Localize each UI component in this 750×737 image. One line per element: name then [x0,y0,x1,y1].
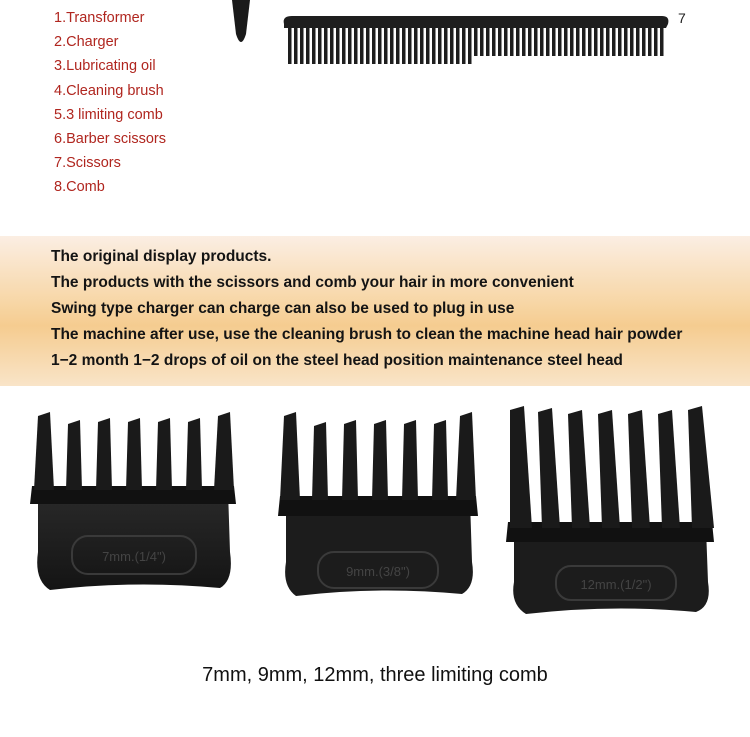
accessory-item: 7.Scissors [54,155,121,172]
comb-size-label: 9mm.(3/8") [346,564,410,579]
accessory-item: 4.Cleaning brush [54,82,164,99]
comb-size-label: 12mm.(1/2") [580,577,652,592]
comb-size-label: 7mm.(1/4") [102,549,166,564]
description-band [0,236,750,386]
accessory-item: 6.Barber scissors [54,130,167,147]
description-line: 1−2 month 1−2 drops of oil on the steel head position maintenance steel head [51,352,623,369]
description-line: The original display products. [51,248,272,265]
accessory-item: 2.Charger [54,34,119,51]
comb-number-label: 7 [678,10,686,26]
limiting-comb-12mm [502,406,724,616]
description-line: Swing type charger can charge can also be used to plug in use [51,300,515,317]
limiting-comb-caption: 7mm, 9mm, 12mm, three limiting comb [202,664,548,686]
limiting-comb-9mm [274,412,484,608]
comb-image [280,6,670,68]
description-line: The machine after use, use the cleaning brush to clean the machine head hair powder [51,326,683,343]
accessory-item: 3.Lubricating oil [54,58,156,75]
limiting-combs-photo [0,392,750,642]
accessory-list [54,6,166,200]
accessory-item: 5.3 limiting comb [54,106,163,123]
description-line: The products with the scissors and comb your hair in more convenient [51,274,574,291]
accessory-item: 1.Transformer [54,10,145,26]
limiting-comb-7mm [24,412,246,608]
accessory-item: 8.Comb [54,179,105,196]
scissors-tip-image [226,0,256,48]
accessories-section [0,0,750,236]
